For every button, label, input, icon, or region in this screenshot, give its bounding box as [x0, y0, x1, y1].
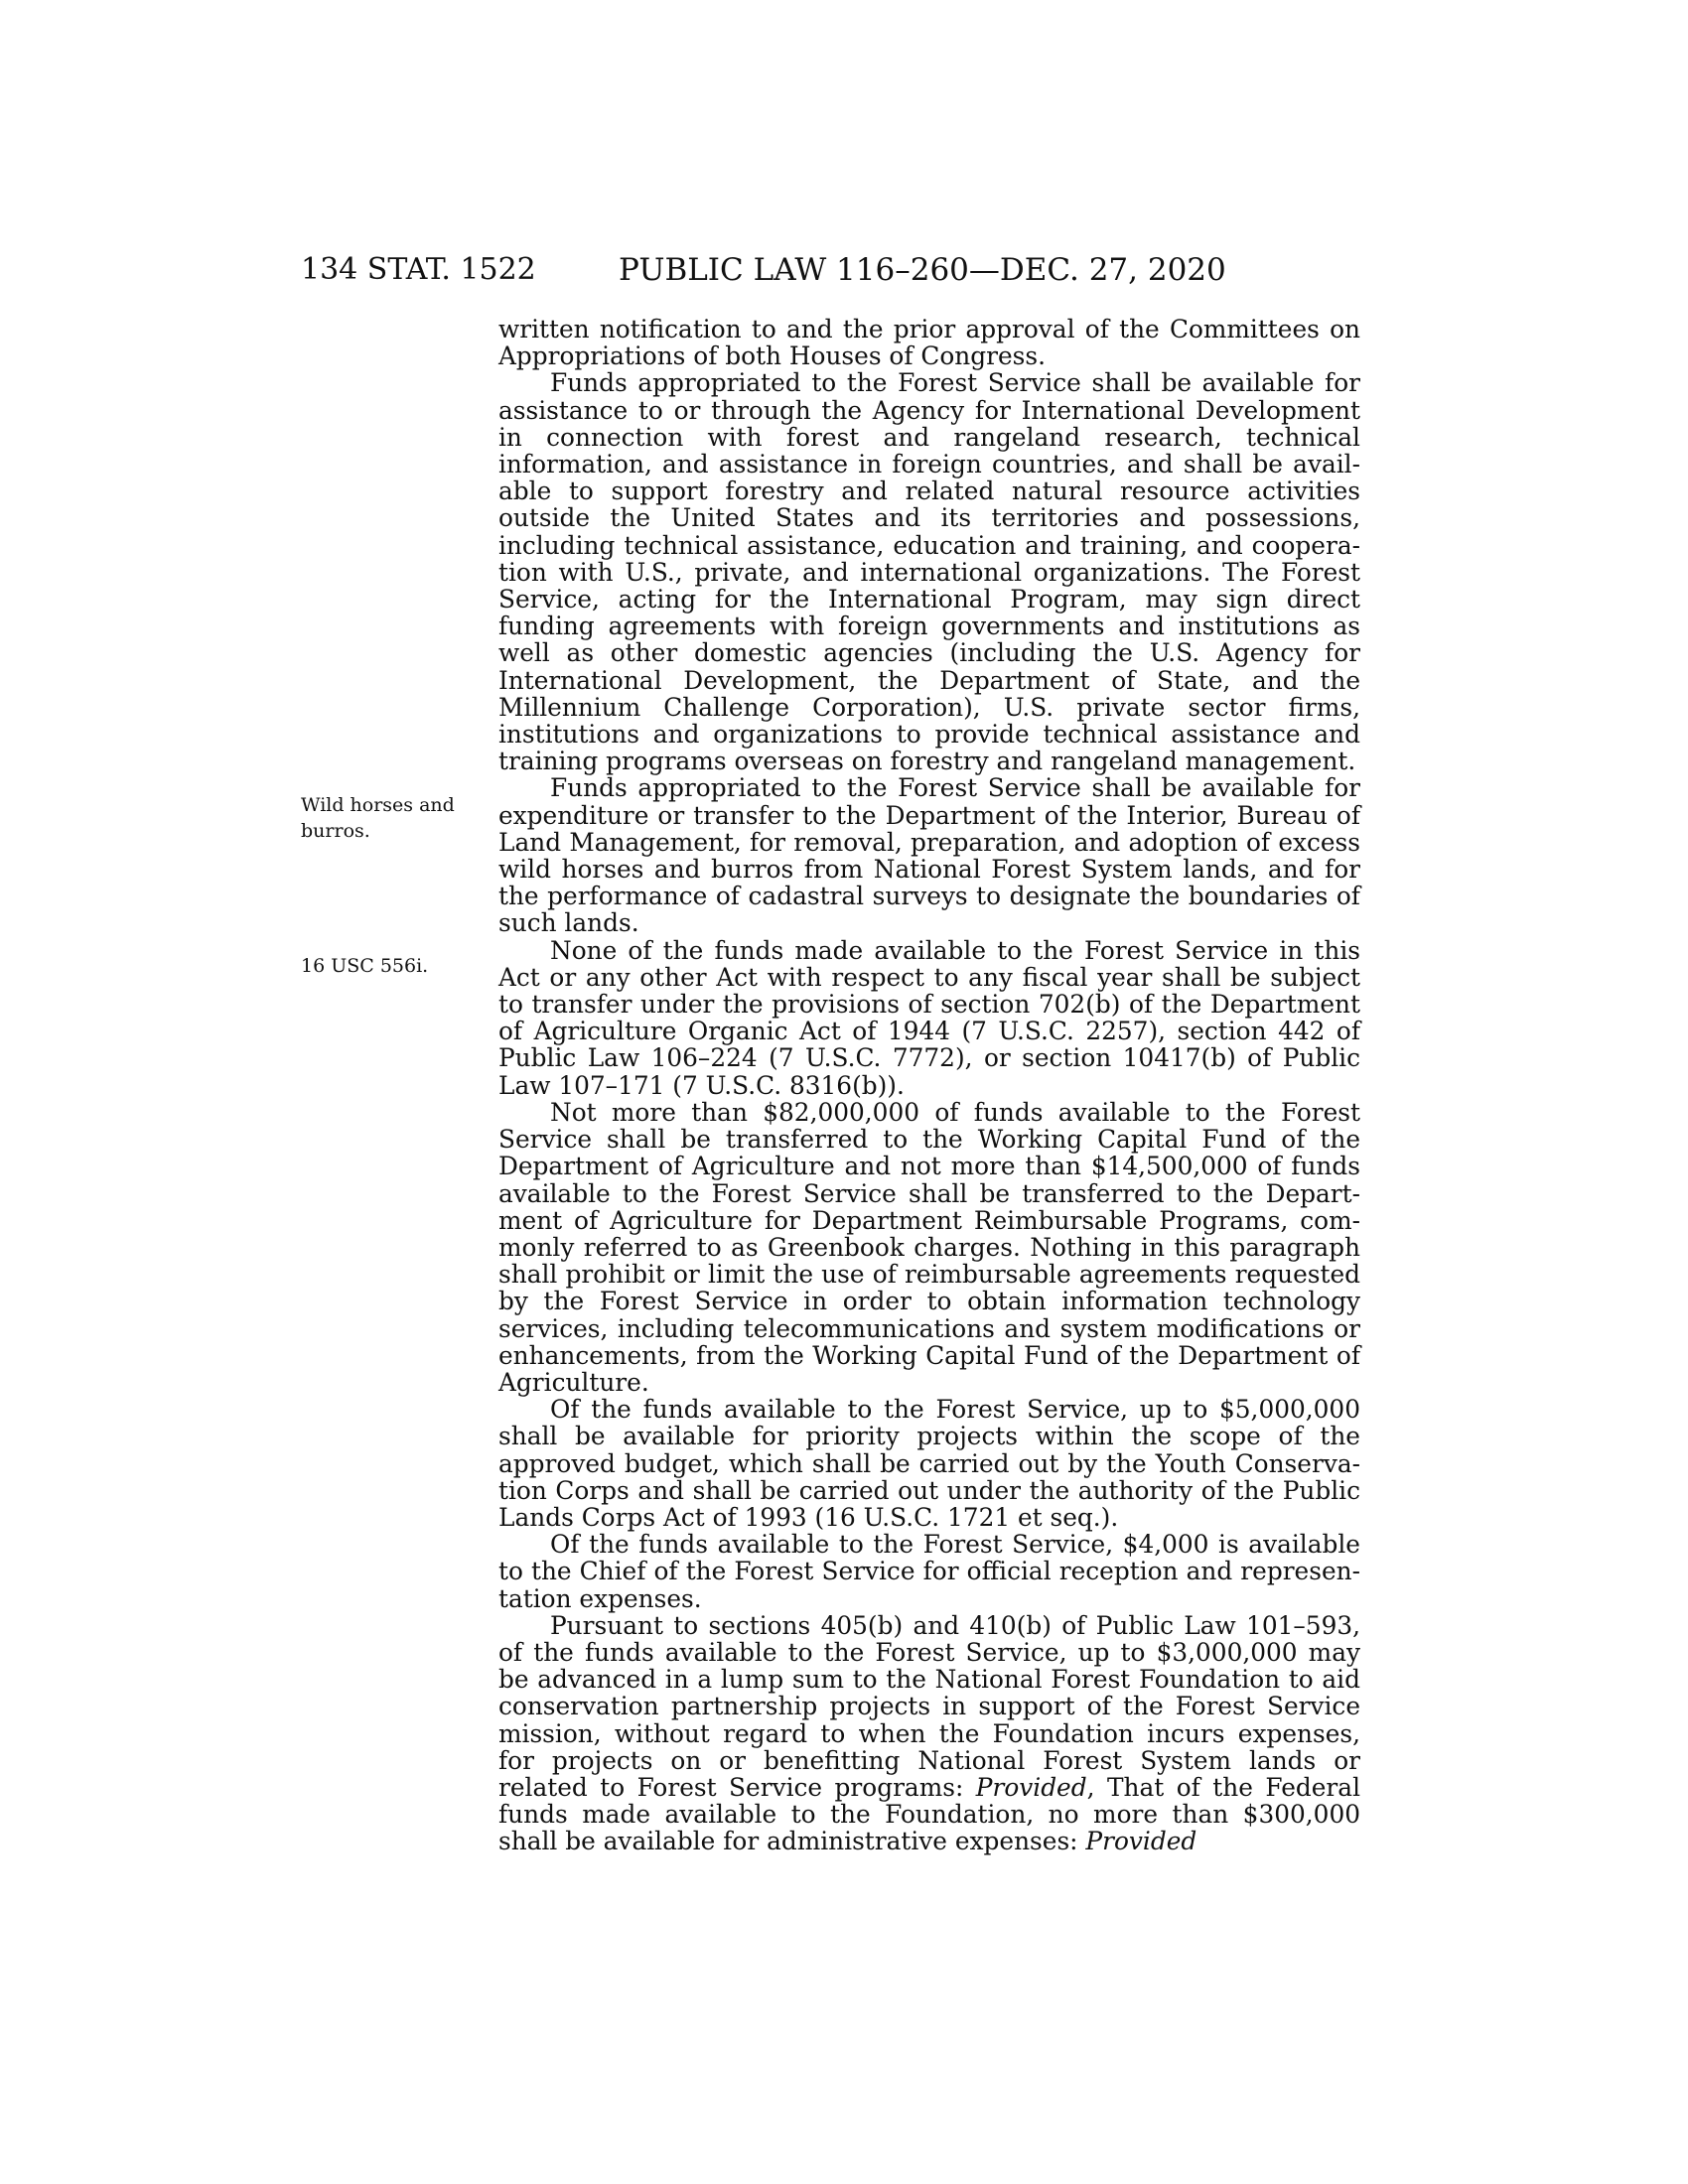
provided-italic-2: Provided [1085, 1827, 1197, 1856]
paragraph-working-capital-fund: Not more than $82,000,000 of funds available to the Forest Service shall be transferred to the Working Capital Fund of the Department of Agriculture and not more than $14,500,000 of funds available to the Forest Service shall be transferred to the Department of Agriculture for Department Reimbursable Programs, commonly referred to as Greenbook charges. Nothing in this paragraph shall prohibit or limit the use of reimbursable agreements requested by the Forest Service in order to obtain information technology services, including telecommunications and system modifications or enhancements, from the Working Capital Fund of the Department of Agriculture. [498, 1097, 1360, 1397]
foundation-text-part-2: , That of the Federal funds made available to the Foundation, no more than $300,000 shall be available for administrative expenses: [498, 1772, 1360, 1856]
public-law-title: PUBLIC LAW 116–260—DEC. 27, 2020 [619, 252, 1226, 288]
body-text [498, 316, 1360, 1855]
paragraph-international-assistance: Funds appropriated to the Forest Service shall be available for assistance to or through the Agency for International Development in connection with forest and rangeland research, technical information, and assistance in foreign countries, and shall be available to support forestry and related natural resource activities outside the United States and its territories and possessions, including technical assistance, education and training, and cooperation with U.S., private, and international organizations. The Forest Service, acting for the International Program, may sign direct funding agreements with foreign governments and institutions as well as other domestic agencies (including the U.S. Agency for International Development, the Department of State, and the Millennium Challenge Corporation), U.S. private sector firms, institutions and organizations to provide technical assistance and training programs overseas on forestry and rangeland management. [498, 368, 1360, 776]
paragraph-continuation: written notification to and the prior approval of the Committees on Appropriations of both Houses of Congress. [498, 315, 1360, 371]
paragraph-reception-expenses: Of the funds available to the Forest Service, $4,000 is available to the Chief of the Forest Service for official reception and representation expenses. [498, 1530, 1360, 1613]
statute-page-reference: 134 STAT. 1522 [301, 252, 536, 287]
provided-italic-1: Provided [975, 1772, 1087, 1802]
margin-note-wild-horses: Wild horses and burros. [301, 794, 455, 842]
paragraph-youth-conservation-corps: Of the funds available to the Forest Service, up to $5,000,000 shall be available for priority projects within the scope of the approved budget, which shall be carried out by the Youth Conservation Corps and shall be carried out under the authority of the Public Lands Corps Act of 1993 (16 U.S.C. 1721 et seq.). [498, 1395, 1360, 1532]
margin-note-usc-citation: 16 USC 556i. [301, 955, 429, 977]
page-header [0, 250, 1688, 290]
foundation-text-part-1: Pursuant to sections 405(b) and 410(b) of Public Law 101–593, of the funds available to the Forest Service, up to $3,000,000 may be advanced in a lump sum to the National Forest Foundation to aid conservation partnership projects in support of the Forest Service mission, without regard to when the Foundation incurs expenses, for projects on or benefitting National Forest System lands or related to Forest Service programs: [498, 1610, 1360, 1802]
paragraph-transfer-restriction: None of the funds made available to the Forest Service in this Act or any other Act with respect to any fiscal year shall be subject to transfer under the provisions of section 702(b) of the Department of Agriculture Organic Act of 1944 (7 U.S.C. 2257), section 442 of Public Law 106–224 (7 U.S.C. 7772), or section 10417(b) of Public Law 107–171 (7 U.S.C. 8316(b)). [498, 935, 1360, 1100]
paragraph-national-forest-foundation [498, 1612, 1360, 1855]
paragraph-wild-horses: Funds appropriated to the Forest Service shall be available for expenditure or transfer to the Department of the Interior, Bureau of Land Management, for removal, preparation, and adoption of excess wild horses and burros from National Forest System lands, and for the performance of cadastral surveys to designate the boundaries of such lands. [498, 773, 1360, 938]
